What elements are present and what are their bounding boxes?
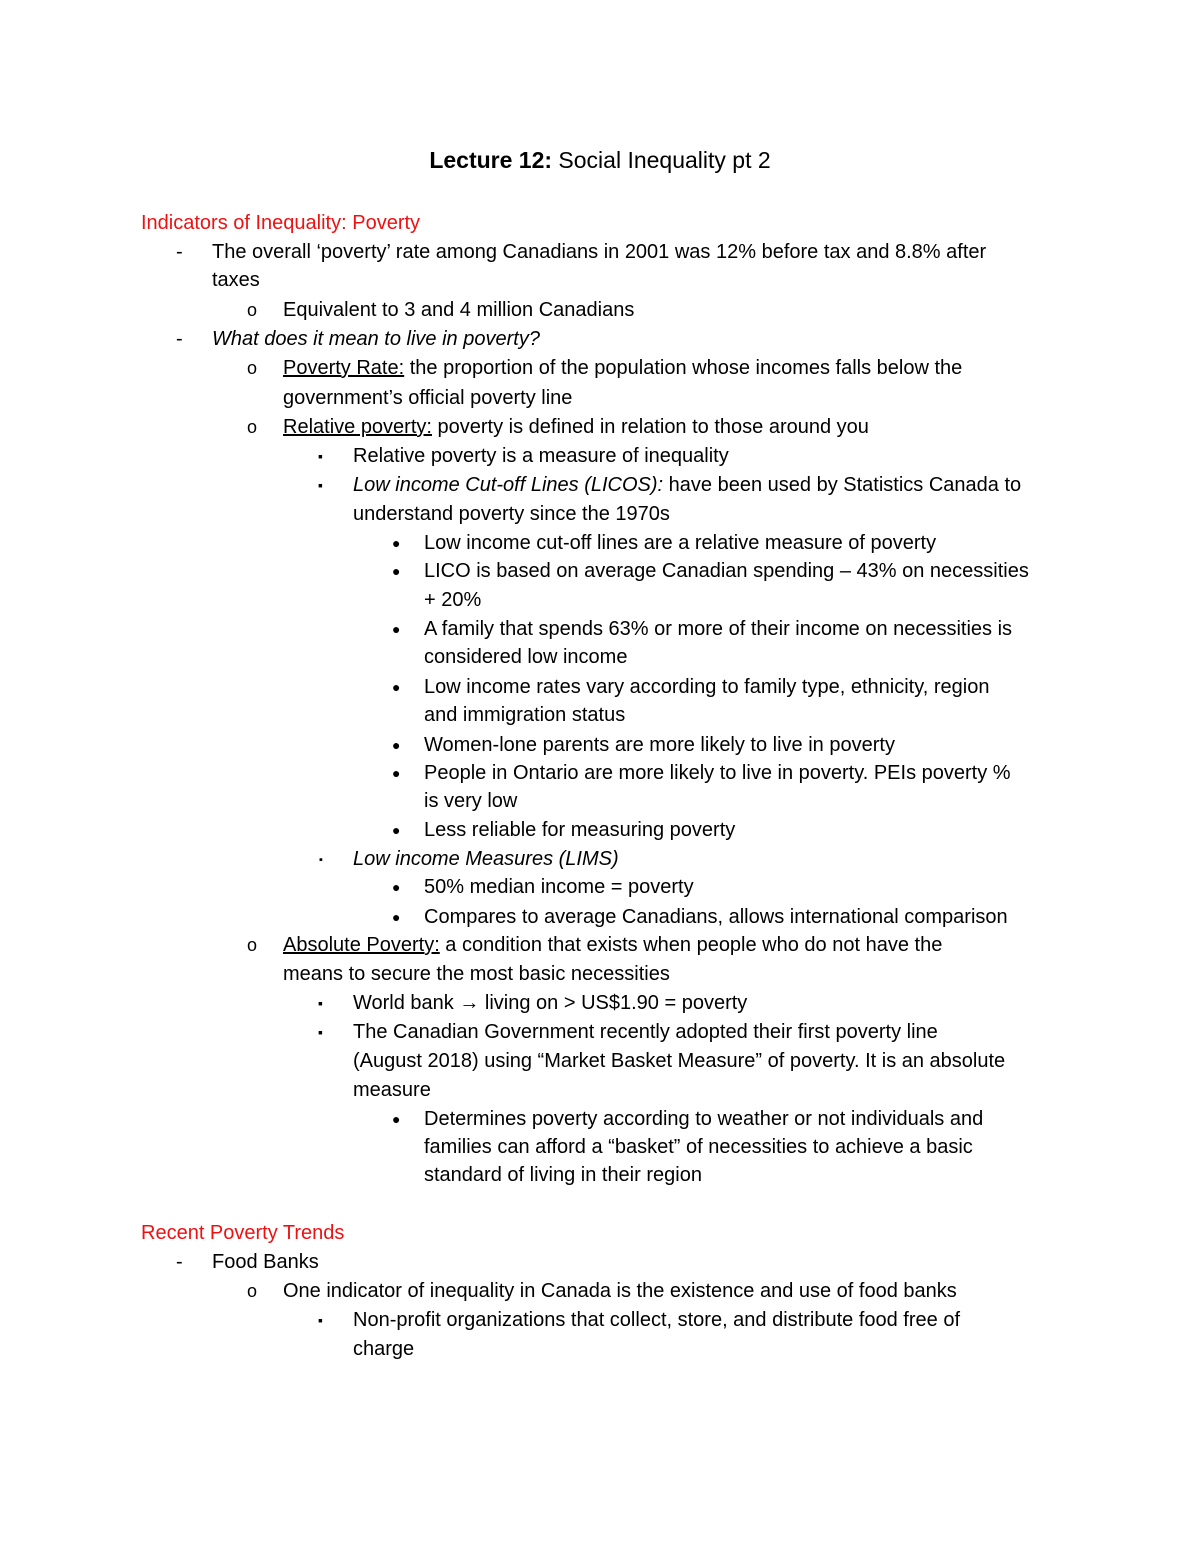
text-line: Non-profit organizations that collect, store, and distribute food free of bbox=[353, 1309, 961, 1331]
dot-marker: ● bbox=[392, 822, 401, 838]
text-line: is very low bbox=[424, 790, 518, 812]
square-marker: ▪ bbox=[318, 477, 323, 493]
square-marker: ▪ bbox=[318, 448, 323, 464]
term-poverty-rate: Poverty Rate: bbox=[283, 357, 405, 379]
page-title bbox=[0, 142, 1200, 178]
text-line: The overall ‘poverty’ rate among Canadians in 2001 was 12% before tax and 8.8% after bbox=[212, 241, 987, 263]
text-line: Food Banks bbox=[212, 1251, 319, 1273]
dash-marker: - bbox=[176, 328, 183, 350]
square-marker: ▪ bbox=[318, 1312, 323, 1328]
text-line: Relative poverty is a measure of inequality bbox=[353, 445, 729, 467]
dash-marker: - bbox=[176, 241, 183, 263]
square-marker: ▪ bbox=[318, 995, 323, 1011]
text-line: 50% median income = poverty bbox=[424, 876, 694, 898]
dot-marker: ● bbox=[392, 737, 401, 753]
text-line bbox=[283, 931, 942, 960]
term-relative-poverty: Relative poverty: bbox=[283, 416, 432, 438]
text-line: + 20% bbox=[424, 589, 482, 611]
text-line: Equivalent to 3 and 4 million Canadians bbox=[283, 299, 635, 321]
text-line bbox=[353, 471, 1021, 500]
text-line: Low income rates vary according to family type, ethnicity, region bbox=[424, 676, 990, 698]
circle-marker: o bbox=[247, 300, 258, 320]
text-part: living on > US$1.90 = poverty bbox=[479, 992, 748, 1014]
term-licos: Low income Cut-off Lines (LICOS): bbox=[353, 474, 664, 496]
text-line: People in Ontario are more likely to live in poverty. PEIs poverty % bbox=[424, 762, 1011, 784]
section-heading-recent-trends: Recent Poverty Trends bbox=[141, 1222, 345, 1244]
dash-marker: - bbox=[176, 1251, 183, 1273]
dot-marker: ● bbox=[392, 765, 401, 781]
dot-marker: ● bbox=[392, 535, 401, 551]
circle-marker: o bbox=[247, 417, 258, 437]
text-line: understand poverty since the 1970s bbox=[353, 503, 670, 525]
term-lims: Low income Measures (LIMS) bbox=[353, 848, 619, 870]
text-line: A family that spends 63% or more of their income on necessities is bbox=[424, 618, 1013, 640]
text-line: means to secure the most basic necessities bbox=[283, 963, 670, 985]
text-line: LICO is based on average Canadian spending – 43% on necessities bbox=[424, 560, 1029, 582]
text-line: and immigration status bbox=[424, 704, 626, 726]
text-line bbox=[353, 989, 747, 1018]
text-line: considered low income bbox=[424, 646, 628, 668]
text-line: What does it mean to live in poverty? bbox=[212, 328, 540, 350]
title-topic: Social Inequality pt 2 bbox=[552, 147, 771, 173]
definition: poverty is defined in relation to those around you bbox=[431, 416, 869, 438]
text-line: Compares to average Canadians, allows international comparison bbox=[424, 906, 1008, 928]
text-line: (August 2018) using “Market Basket Measure” of poverty. It is an absolute bbox=[353, 1050, 1006, 1072]
dot-marker: ● bbox=[392, 621, 401, 637]
text-line: Less reliable for measuring poverty bbox=[424, 819, 736, 841]
text-line: The Canadian Government recently adopted their first poverty line bbox=[353, 1021, 938, 1043]
text-line bbox=[283, 354, 962, 383]
circle-marker: o bbox=[247, 1281, 258, 1301]
definition: a condition that exists when people who do not have the bbox=[439, 934, 943, 956]
dot-marker: ● bbox=[392, 1111, 401, 1127]
text-line: Low income cut-off lines are a relative measure of poverty bbox=[424, 532, 937, 554]
square-marker: ▪ bbox=[318, 1024, 323, 1040]
definition: the proportion of the population whose incomes falls below the bbox=[404, 357, 963, 379]
text-line bbox=[283, 413, 869, 442]
dot-marker: ● bbox=[392, 679, 401, 695]
text-line: taxes bbox=[212, 269, 260, 291]
arrow-right-icon: → bbox=[459, 992, 480, 1014]
dot-marker: ● bbox=[392, 563, 401, 579]
dot-marker: ● bbox=[392, 879, 401, 895]
text-line: standard of living in their region bbox=[424, 1164, 702, 1186]
title-lecture-number: Lecture 12: bbox=[429, 147, 553, 173]
text-part: World bank bbox=[353, 992, 460, 1014]
circle-marker: o bbox=[247, 935, 258, 955]
term-absolute-poverty: Absolute Poverty: bbox=[283, 934, 440, 956]
circle-marker: o bbox=[247, 358, 258, 378]
square-marker: ▪ bbox=[319, 854, 323, 866]
text-line: measure bbox=[353, 1079, 431, 1101]
definition: have been used by Statistics Canada to bbox=[663, 474, 1022, 496]
text-line: Determines poverty according to weather or not individuals and bbox=[424, 1108, 984, 1130]
text-line: families can afford a “basket” of necessities to achieve a basic bbox=[424, 1136, 973, 1158]
text-line: Women-lone parents are more likely to live in poverty bbox=[424, 734, 895, 756]
text-line: charge bbox=[353, 1338, 415, 1360]
section-heading-indicators: Indicators of Inequality: Poverty bbox=[141, 212, 421, 234]
text-line: One indicator of inequality in Canada is the existence and use of food banks bbox=[283, 1280, 957, 1302]
text-line: government’s official poverty line bbox=[283, 387, 573, 409]
dot-marker: ● bbox=[392, 909, 401, 925]
